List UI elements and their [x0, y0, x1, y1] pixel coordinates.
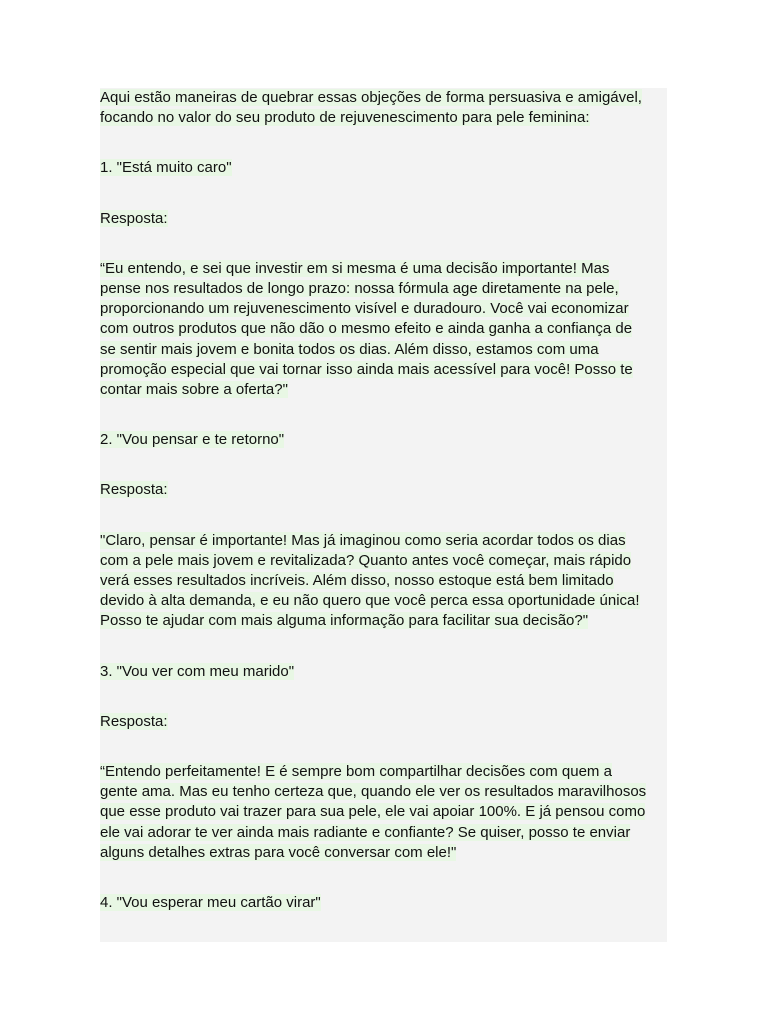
paragraph	[100, 662, 667, 682]
text-line	[100, 531, 667, 551]
text-line-content: focando no valor do seu produto de rejuvenescimento para pele feminina:	[100, 109, 590, 127]
text-line-content: com outros produtos que não dão o mesmo efeito e ainda ganha a confiança de	[100, 320, 633, 338]
text-line-content: ele vai adorar te ver ainda mais radiante e confiante? Se quiser, posso te enviar	[100, 823, 631, 841]
text-line	[100, 88, 667, 108]
text-line-content: devido à alta demanda, e eu não quero que você perca essa oportunidade única!	[100, 592, 640, 610]
text-line	[100, 662, 667, 682]
paragraph	[100, 893, 667, 913]
text-line	[100, 340, 667, 360]
text-line-content: “Entendo perfeitamente! E é sempre bom compartilhar decisões com quem a	[100, 763, 612, 781]
text-line-content: Resposta:	[100, 481, 168, 499]
text-line-content: gente ama. Mas eu tenho certeza que, quando ele ver os resultados maravilhosos	[100, 783, 647, 801]
text-line	[100, 591, 667, 611]
text-line-content: Resposta:	[100, 712, 168, 730]
text-line-content: alguns detalhes extras para você conversar com ele!"	[100, 843, 457, 861]
text-line-content: “Eu entendo, e sei que investir em si mesma é uma decisão importante! Mas	[100, 259, 610, 277]
paragraph	[100, 430, 667, 450]
text-line-content: 4. "Vou esperar meu cartão virar"	[100, 894, 321, 912]
text-line-content: com a pele mais jovem e revitalizada? Quanto antes você começar, mais rápido	[100, 551, 632, 569]
paragraph	[100, 259, 667, 400]
text-line	[100, 551, 667, 571]
text-line	[100, 712, 667, 732]
paragraph	[100, 531, 667, 632]
text-line-content: Posso te ajudar com mais alguma informação para facilitar sua decisão?"	[100, 612, 589, 630]
text-line	[100, 571, 667, 591]
text-line	[100, 893, 667, 913]
text-line	[100, 279, 667, 299]
paragraph	[100, 158, 667, 178]
paragraph	[100, 480, 667, 500]
text-line-content: 3. "Vou ver com meu marido"	[100, 662, 295, 680]
text-line	[100, 319, 667, 339]
text-line	[100, 762, 667, 782]
text-line	[100, 259, 667, 279]
text-line-content: Resposta:	[100, 209, 168, 227]
paragraph	[100, 712, 667, 732]
paragraph	[100, 762, 667, 863]
paragraph	[100, 209, 667, 229]
text-line	[100, 843, 667, 863]
text-line-content: Aqui estão maneiras de quebrar essas objeções de forma persuasiva e amigável,	[100, 89, 642, 106]
text-line	[100, 430, 667, 450]
text-line	[100, 611, 667, 631]
text-line-content: proporcionando um rejuvenescimento visível e duradouro. Você vai economizar	[100, 300, 629, 318]
text-line-content: verá esses resultados incríveis. Além disso, nosso estoque está bem limitado	[100, 572, 614, 590]
text-line	[100, 782, 667, 802]
text-line-content: 2. "Vou pensar e te retorno"	[100, 431, 285, 449]
text-line-content: "Claro, pensar é importante! Mas já imaginou como seria acordar todos os dias	[100, 531, 626, 549]
text-line-content: 1. "Está muito caro"	[100, 159, 232, 177]
text-line	[100, 108, 667, 128]
paragraph	[100, 88, 667, 128]
text-line	[100, 480, 667, 500]
text-line-content: pense nos resultados de longo prazo: nossa fórmula age diretamente na pele,	[100, 280, 619, 298]
text-line	[100, 380, 667, 400]
document-text	[100, 88, 667, 943]
text-line-content: promoção especial que vai tornar isso ainda mais acessível para você! Posso te	[100, 360, 633, 378]
text-line-content: que esse produto vai trazer para sua pele, ele vai apoiar 100%. E já pensou como	[100, 803, 646, 821]
text-line	[100, 299, 667, 319]
text-line	[100, 823, 667, 843]
text-line	[100, 802, 667, 822]
text-line	[100, 360, 667, 380]
text-line-content: se sentir mais jovem e bonita todos os dias. Além disso, estamos com uma	[100, 340, 599, 358]
text-line	[100, 158, 667, 178]
text-line-content: contar mais sobre a oferta?"	[100, 381, 288, 399]
text-line	[100, 209, 667, 229]
